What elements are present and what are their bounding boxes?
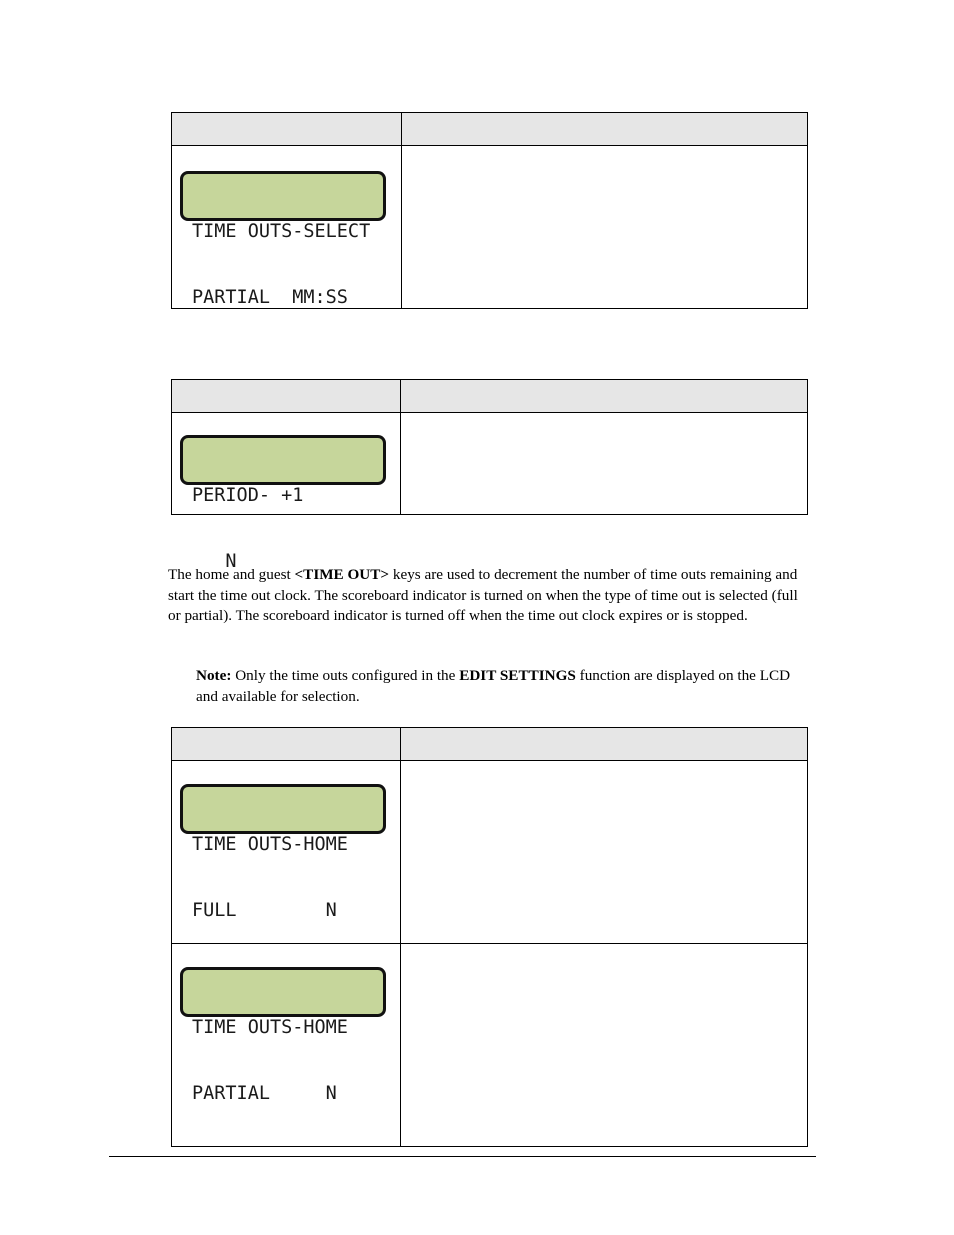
lcd-display: [180, 967, 386, 1104]
footer-rule: [109, 1156, 816, 1157]
description-cell: [402, 146, 808, 309]
table-header-row: [172, 728, 808, 761]
table-row: [172, 944, 808, 1147]
edit-settings-term: EDIT SETTINGS: [459, 667, 576, 684]
lcd-cell: [172, 146, 402, 309]
note-text: function are displayed on the LCD and available for selection.: [196, 667, 791, 705]
header-cell: [172, 728, 401, 761]
lcd-cell: [172, 761, 401, 944]
lcd-line-1: PERIOD- +1: [192, 485, 304, 506]
lcd-line-2: N: [192, 551, 237, 572]
lcd-line-1: TIME OUTS-HOME: [192, 834, 348, 855]
lcd-display: [180, 784, 386, 921]
period-table: [171, 379, 808, 572]
header-cell: [172, 380, 401, 413]
lcd-line-2: PARTIAL N: [192, 1083, 337, 1104]
time-outs-select-table: [171, 112, 808, 309]
table-row: [172, 413, 808, 515]
time-outs-home-table: [171, 727, 808, 1147]
paragraph-text: keys are used to decrement the number of time outs remaining and start the time out clock. The scoreboard indicator is turned on when the type of time out is selected (full or partial). The scoreboard indicator is turned off when the time out clock expires or is stopped.: [168, 566, 798, 624]
header-cell: [401, 380, 808, 413]
table-header-row: [172, 113, 808, 146]
description-cell: [401, 413, 808, 515]
table-row: [172, 146, 808, 309]
lcd-display: [180, 435, 386, 572]
header-cell: [401, 728, 808, 761]
header-cell: [402, 113, 808, 146]
lcd-display: [180, 171, 386, 308]
time-out-key-term: <TIME OUT>: [294, 566, 390, 583]
header-cell: [172, 113, 402, 146]
lcd-line-1: TIME OUTS-HOME: [192, 1017, 348, 1038]
table-row: [172, 761, 808, 944]
note-text: Only the time outs configured in the: [231, 667, 460, 684]
description-cell: [401, 761, 808, 944]
lcd-line-2: PARTIAL MM:SS: [192, 287, 348, 308]
description-cell: [401, 944, 808, 1147]
table-header-row: [172, 380, 808, 413]
lcd-cell: [172, 413, 401, 572]
lcd-line-2: FULL N: [192, 900, 337, 921]
note-label: Note:: [196, 667, 232, 684]
lcd-line-1: TIME OUTS-SELECT: [192, 221, 371, 242]
lcd-cell: [172, 944, 401, 1147]
time-out-paragraph: [168, 565, 808, 627]
note-paragraph: [196, 666, 808, 707]
paragraph-text: The home and guest: [168, 566, 295, 583]
